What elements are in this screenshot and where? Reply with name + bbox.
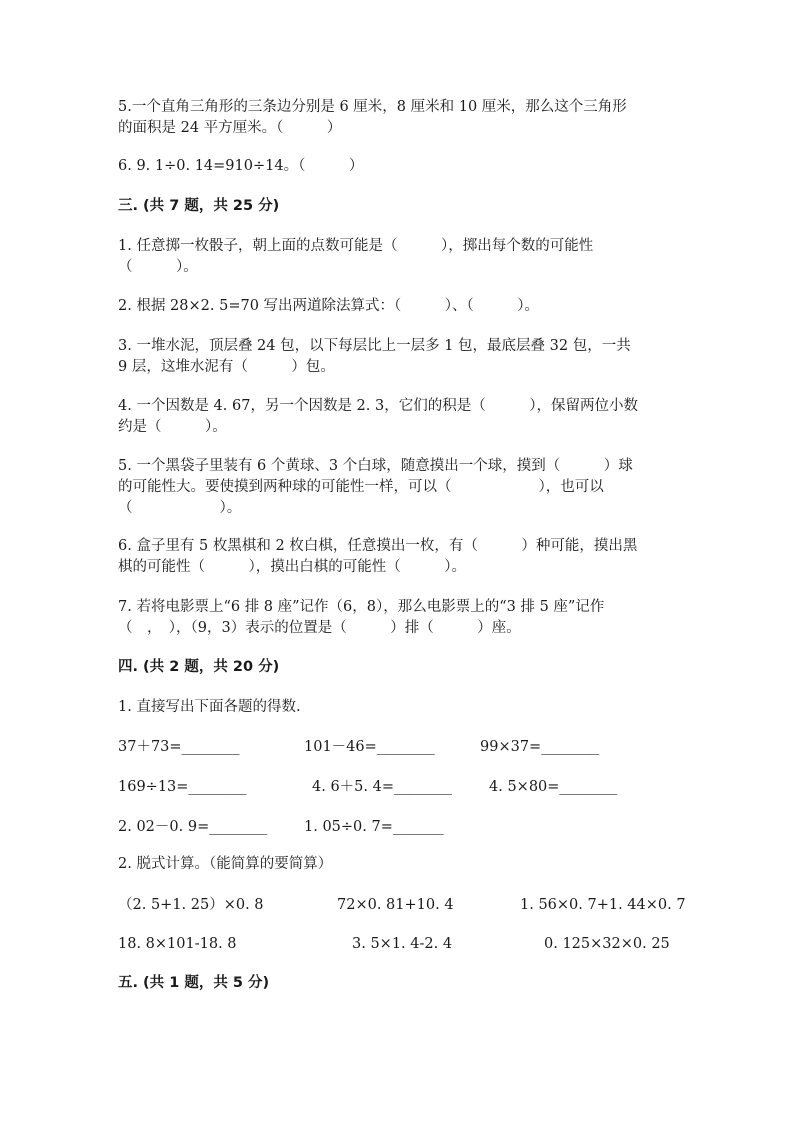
question-3-4-line-1: 4. 一个因数是 4. 67，另一个因数是 2. 3，它们的积是（ ），保留两位小数	[118, 398, 638, 414]
oral-calc-item: 169÷13=________	[118, 779, 247, 795]
question-3-3-line-2: 9 层，这堆水泥有（ ）包。	[118, 359, 335, 375]
question-3-4-line-2: 约是（ ）。	[118, 419, 227, 435]
oral-calc-item: 37＋73=________	[118, 739, 240, 755]
question-3-2: 2. 根据 28×2. 5=70 写出两道除法算式：（ ）、（ ）。	[118, 298, 540, 314]
question-3-6-line-1: 6. 盒子里有 5 枚黑棋和 2 枚白棋，任意摸出一枚，有（ ）种可能，摸出黑	[118, 538, 638, 554]
section-5-heading: 五. (共 1 题，共 5 分)	[118, 975, 270, 991]
stepwise-calc-item: 3. 5×1. 4-2. 4	[352, 936, 453, 952]
question-4-2-title: 2. 脱式计算。（能简算的要简算）	[118, 856, 333, 872]
stepwise-calc-item: 18. 8×101-18. 8	[118, 936, 237, 952]
question-2-5-line-2: 的面积是 24 平方厘米。（ ）	[118, 120, 342, 136]
question-3-7-line-1: 7. 若将电影票上“6 排 8 座”记作（6，8），那么电影票上的“3 排 5 座”记作	[118, 599, 605, 615]
oral-calc-item: 2. 02－0. 9=________	[118, 819, 268, 835]
stepwise-calc-item: 0. 125×32×0. 25	[544, 936, 670, 952]
question-3-3-line-1: 3. 一堆水泥，顶层叠 24 包，以下每层比上一层多 1 包，最底层叠 32 包，一共	[118, 338, 631, 354]
oral-calc-item: 4. 6＋5. 4=________	[312, 779, 452, 795]
oral-calc-item: 4. 5×80=________	[489, 779, 618, 795]
stepwise-calc-item: 72×0. 81+10. 4	[337, 897, 454, 913]
oral-calc-item: 99×37=________	[480, 739, 600, 755]
question-3-1-line-1: 1. 任意掷一枚骰子，朝上面的点数可能是（ ），掷出每个数的可能性	[118, 238, 594, 254]
question-3-1-line-2: （ ）。	[118, 259, 198, 275]
section-4-heading: 四. (共 2 题，共 20 分)	[118, 659, 280, 675]
stepwise-calc-item: （2. 5+1. 25）×0. 8	[118, 897, 264, 913]
question-3-6-line-2: 棋的可能性（ ），摸出白棋的可能性（ ）。	[118, 559, 466, 575]
question-4-1-title: 1. 直接写出下面各题的得数.	[118, 699, 301, 715]
question-3-5-line-2: 的可能性大。要使摸到两种球的可能性一样，可以（ ），也可以	[118, 479, 604, 495]
question-2-5-line-1: 5.一个直角三角形的三条边分别是 6 厘米，8 厘米和 10 厘米，那么这个三角形	[118, 99, 627, 115]
question-2-6: 6. 9. 1÷0. 14=910÷14。（ ）	[118, 158, 364, 174]
question-3-5-line-1: 5. 一个黑袋子里装有 6 个黄球、3 个白球，随意摸出一个球，摸到（ ）球	[118, 458, 633, 474]
oral-calc-item: 1. 05÷0. 7=_______	[304, 819, 444, 835]
question-3-7-line-2: （ ， ），（9，3）表示的位置是（ ）排（ ）座。	[118, 620, 521, 636]
question-3-5-line-3: （ ）。	[118, 500, 242, 516]
stepwise-calc-item: 1. 56×0. 7+1. 44×0. 7	[520, 897, 686, 913]
oral-calc-item: 101－46=________	[304, 739, 435, 755]
section-3-heading: 三. (共 7 题，共 25 分)	[118, 198, 280, 214]
